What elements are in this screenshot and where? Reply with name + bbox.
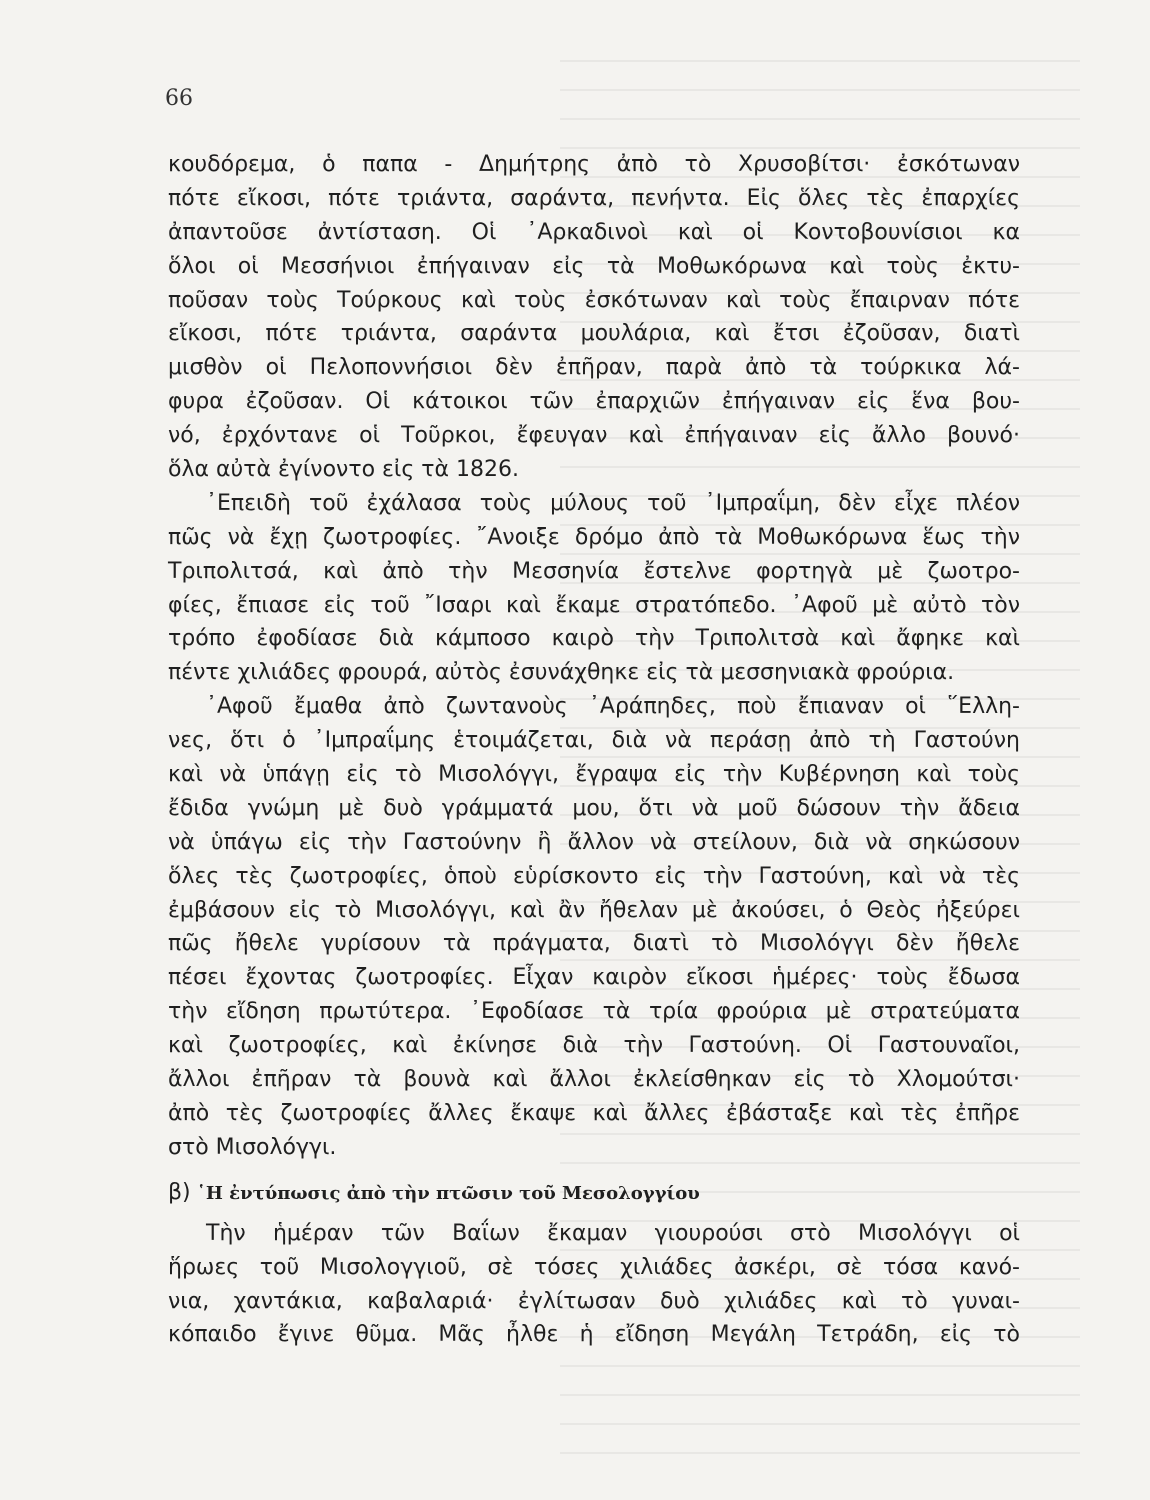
text-line: ἔδιδα γνώμη μὲ δυὸ γράμματά μου, ὅτι νὰ μοῦ δώσουν τὴν ἄδεια — [168, 795, 1020, 821]
text-line: πέντε χιλιάδες φρουρά, αὐτὸς ἐσυνάχθηκε εἰς τὰ μεσσηνιακὰ φρούρια. — [168, 660, 955, 686]
text-line: πῶς ἤθελε γυρίσουν τὰ πράγματα, διατὶ τὸ Μισολόγγι δὲν ἤθελε — [168, 931, 1020, 957]
text-line: εἴκοσι, πότε τριάντα, σαράντα μουλάρια, καὶ ἔτσι ἐζοῦσαν, διατὶ — [168, 321, 1020, 347]
text-line: ὅλα αὐτὰ ἐγίνοντο εἰς τὰ 1826. — [168, 457, 520, 483]
text-line: ἀπὸ τὲς ζωοτροφίες ἄλλες ἔκαψε καὶ ἄλλες ἐβάσταξε καὶ τὲς ἐπῆρε — [168, 1100, 1020, 1126]
text-line: κόπαιδο ἔγινε θῦμα. Μᾶς ἦλθε ἡ εἴδηση Μεγάλη Τετράδη, εἰς τὸ — [168, 1322, 1020, 1348]
text-line: κουδόρεμα, ὁ παπα - Δημήτρης ἀπὸ τὸ Χρυσοβίτσι· ἐσκότωναν — [168, 152, 1020, 177]
text-line: νὰ ὑπάγω εἰς τὴν Γαστούνην ἢ ἄλλον νὰ στείλουν, διὰ νὰ σηκώσουν — [168, 829, 1020, 855]
text-line: ἐμβάσουν εἰς τὸ Μισολόγγι, καὶ ἂν ἤθελαν μὲ ἀκούσει, ὁ Θεὸς ἠξεύρει — [168, 897, 1020, 923]
text-line: ᾿Αφοῦ ἔμαθα ἀπὸ ζωντανοὺς ᾿Αράπηδες, ποὺ ἔπιαναν οἱ ῞Ελλη- — [206, 694, 1020, 720]
text-line: Τριπολιτσά, καὶ ἀπὸ τὴν Μεσσηνία ἔστελνε φορτηγὰ μὲ ζωοτρο- — [168, 558, 1020, 584]
text-line: ὅλοι οἱ Μεσσήνιοι ἐπήγαιναν εἰς τὰ Μοθωκόρωνα καὶ τοὺς ἐκτυ- — [168, 253, 1020, 279]
text-line: καὶ νὰ ὑπάγῃ εἰς τὸ Μισολόγγι, ἔγραψα εἰς τὴν Κυβέρνηση καὶ τοὺς — [168, 762, 1020, 788]
text-line: νια, χαντάκια, καβαλαριά· ἐγλίτωσαν δυὸ χιλιάδες καὶ τὸ γυναι- — [168, 1288, 1020, 1314]
text-line: τὴν εἴδηση πρωτύτερα. ᾿Εφοδίασε τὰ τρία φρούρια μὲ στρατεύματα — [168, 999, 1020, 1025]
body-text — [168, 148, 1020, 1352]
text-line: ἄλλοι ἐπῆραν τὰ βουνὰ καὶ ἄλλοι ἐκλείσθηκαν εἰς τὸ Χλομούτσι· — [168, 1067, 1020, 1093]
text-line: φυρα ἐζοῦσαν. Οἱ κάτοικοι τῶν ἐπαρχιῶν ἐπήγαιναν εἰς ἕνα βου- — [168, 389, 1020, 415]
section-label: β) — [168, 1179, 191, 1205]
text-line: ὅλες τὲς ζωοτροφίες, ὁποὺ εὑρίσκοντο εἰς τὴν Γαστούνη, καὶ νὰ τὲς — [168, 863, 1020, 889]
text-line: πότε εἴκοσι, πότε τριάντα, σαράντα, πενήντα. Εἰς ὅλες τὲς ἐπαρχίες — [168, 185, 1020, 211]
text-line: στὸ Μισολόγγι. — [168, 1134, 337, 1160]
text-line: νό, ἐρχόντανε οἱ Τοῦρκοι, ἔφευγαν καὶ ἐπήγαιναν εἰς ἄλλο βουνό· — [168, 423, 1020, 449]
text-line: Τὴν ἡμέραν τῶν Βαΐων ἔκαμαν γιουρούσι στὸ Μισολόγγι οἱ — [206, 1220, 1020, 1246]
text-line: τρόπο ἐφοδίασε διὰ κάμποσο καιρὸ τὴν Τριπολιτσὰ καὶ ἄφηκε καὶ — [168, 626, 1020, 652]
section-heading — [168, 1173, 1020, 1213]
text-line: καὶ ζωοτροφίες, καὶ ἐκίνησε διὰ τὴν Γαστούνη. Οἱ Γαστουναῖοι, — [168, 1033, 1020, 1059]
text-line: πέσει ἔχοντας ζωοτροφίες. Εἶχαν καιρὸν εἴκοσι ἡμέρες· τοὺς ἔδωσα — [168, 965, 1020, 991]
text-line: νες, ὅτι ὁ ᾿Ιμπραΐμης ἑτοιμάζεται, διὰ νὰ περάσῃ ἀπὸ τὴ Γαστούνη — [168, 728, 1020, 754]
page-number: 66 — [165, 86, 193, 111]
text-line: ᾿Επειδὴ τοῦ ἐχάλασα τοὺς μύλους τοῦ ᾿Ιμπραΐμη, δὲν εἶχε πλέον — [206, 490, 1020, 516]
text-line: πῶς νὰ ἔχῃ ζωοτροφίες. ῎Ανοιξε δρόμο ἀπὸ τὰ Μοθωκόρωνα ἕως τὴν — [168, 524, 1020, 550]
text-line: ἀπαντοῦσε ἀντίσταση. Οἱ ᾿Αρκαδινοὶ καὶ οἱ Κοντοβουνίσιοι κα — [168, 219, 1020, 245]
text-line: ἥρωες τοῦ Μισολογγιοῦ, σὲ τόσες χιλιάδες ἀσκέρι, σὲ τόσα κανό- — [168, 1254, 1020, 1280]
text-line: ποῦσαν τοὺς Τούρκους καὶ τοὺς ἐσκότωναν καὶ τοὺς ἔπαιρναν πότε — [168, 287, 1020, 313]
text-line: φίες, ἔπιασε εἰς τοῦ ῎Ισαρι καὶ ἔκαμε στρατόπεδο. ᾿Αφοῦ μὲ αὐτὸ τὸν — [168, 592, 1020, 618]
section-title: ῾Η ἐντύπωσις ἀπὸ τὴν πτῶσιν τοῦ Μεσολογγίου — [196, 1182, 700, 1204]
text-line: μισθὸν οἱ Πελοποννήσιοι δὲν ἐπῆραν, παρὰ ἀπὸ τὰ τούρκικα λά- — [168, 355, 1020, 381]
